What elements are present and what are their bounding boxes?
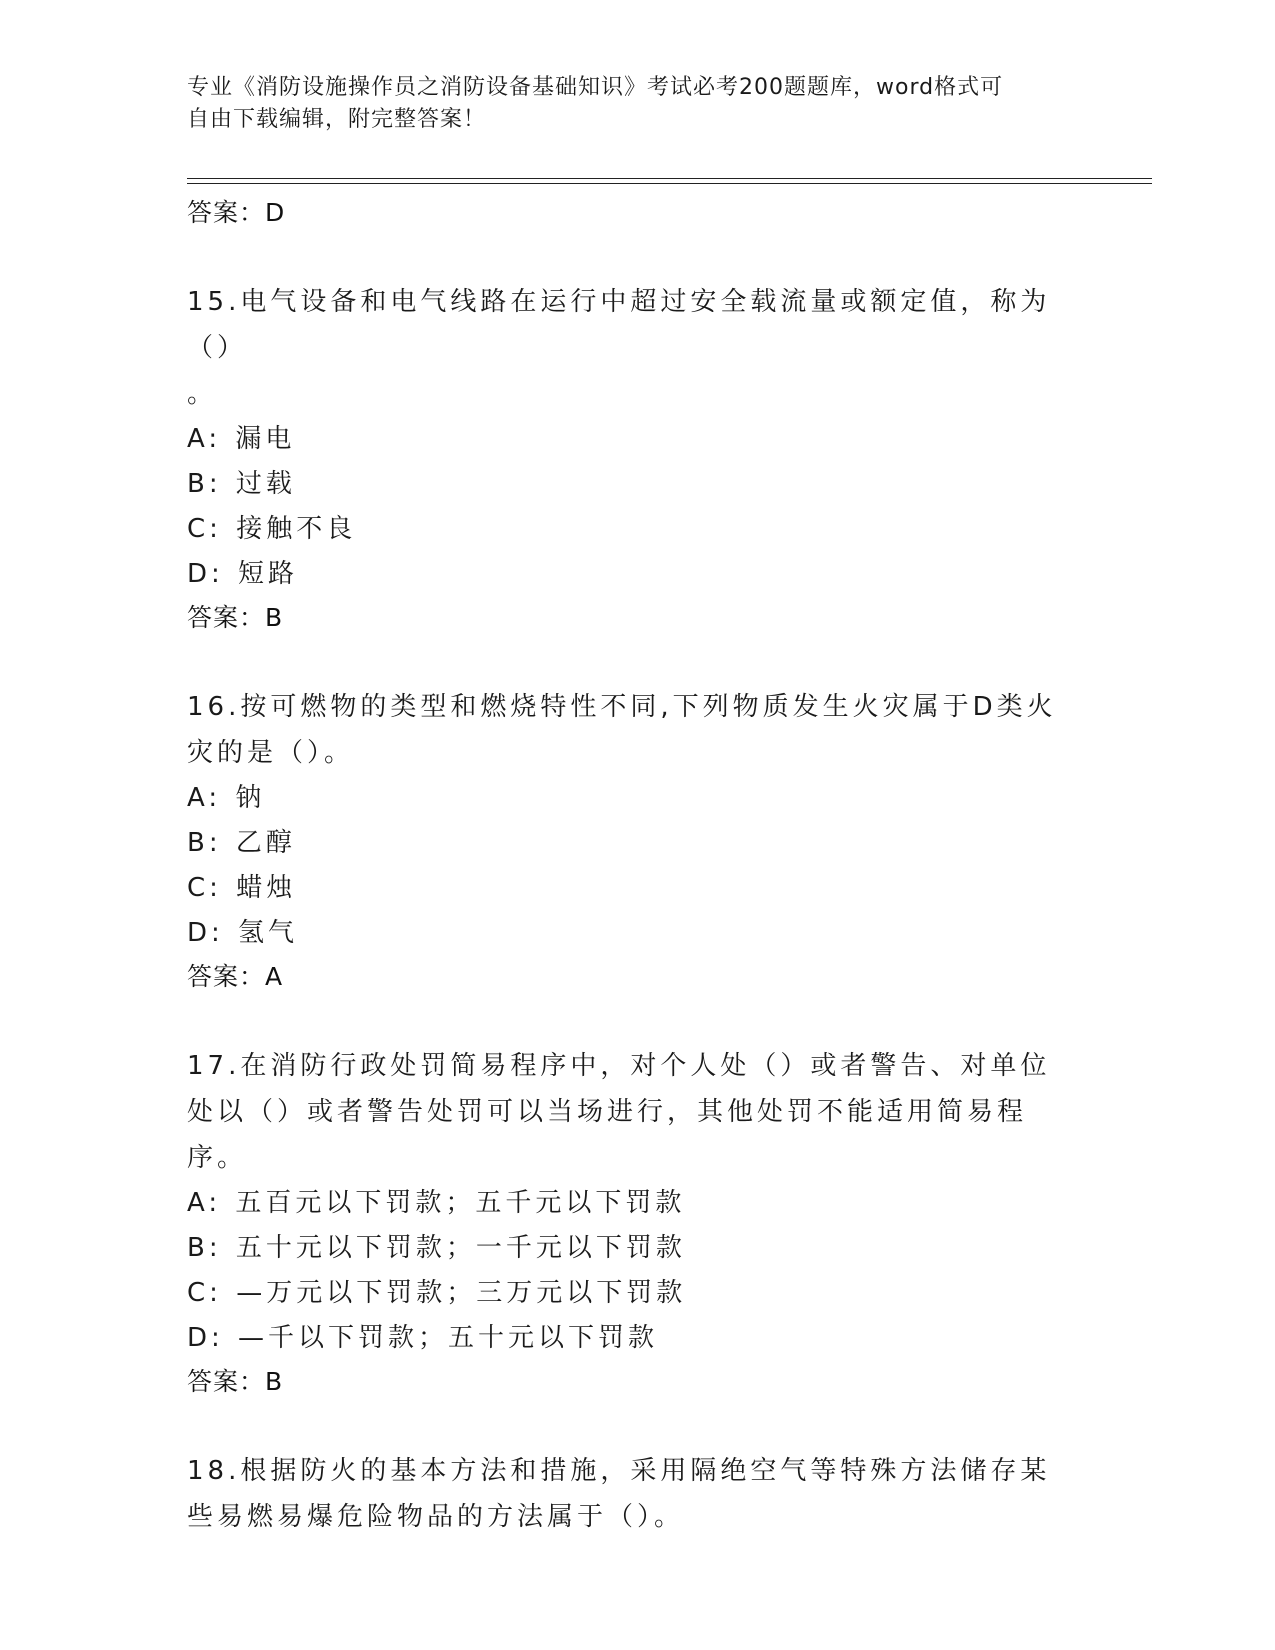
option-text: 过载 [235,469,296,499]
option-key: C: [187,873,222,903]
option-text: 接触不良 [236,514,357,544]
option-text: 氢气 [238,918,299,948]
question-text: 18.根据防火的基本方法和措施，采用隔绝空气等特殊方法储存某些易燃易爆危险物品的方法属于（）。 [187,1456,1051,1532]
option-key: C: [187,514,222,544]
option-b [187,821,1087,866]
option-key: B: [187,469,222,499]
header-divider-bottom [187,183,1152,184]
option-key: B: [187,1233,222,1263]
option-key: A: [187,783,222,813]
option-a [187,776,1087,821]
option-key: A: [187,424,222,454]
option-key: D: [187,559,224,589]
option-d [187,552,1087,597]
answer-line: 答案：A [187,962,284,991]
option-c [187,507,1087,552]
question-15 [187,279,1087,639]
question-18 [187,1448,1087,1540]
option-text: 五百元以下罚款；五千元以下罚款 [235,1188,686,1218]
header-line-2: 自由下载编辑，附完整答案！ [187,107,487,132]
option-text: 乙醇 [235,828,296,858]
option-key: C: [187,1278,222,1308]
answer-line: 答案：D [187,198,286,227]
option-d [187,911,1087,956]
question-text: 15.电气设备和电气线路在运行中超过安全载流量或额定值，称为（） [187,287,1051,363]
option-key: D: [187,1323,224,1353]
option-text: 短路 [238,559,299,589]
option-d [187,1316,1087,1361]
header-line-1: 专业《消防设施操作员之消防设备基础知识》考试必考200题题库，word格式可 [187,75,1004,100]
question-17 [187,1043,1087,1403]
option-b [187,462,1087,507]
option-c [187,1271,1087,1316]
option-text: 蜡烛 [236,873,297,903]
document-header [187,72,1067,136]
option-key: D: [187,918,224,948]
option-text: 钠 [235,783,266,813]
question-text: 17.在消防行政处罚简易程序中，对个人处（）或者警告、对单位处以（）或者警告处罚可以当场进行，其他处罚不能适用简易程序。 [187,1051,1051,1173]
question-list [187,192,1087,1540]
option-text: —千以下罚款；五十元以下罚款 [238,1323,659,1353]
header-divider-top [187,178,1152,179]
option-key: A: [187,1188,222,1218]
question-text: 16.按可燃物的类型和燃烧特性不同,下列物质发生火灾属于D类火灾的是（）。 [187,692,1057,768]
answer-line: 答案：B [187,1367,284,1396]
option-key: B: [187,828,222,858]
option-text: 漏电 [235,424,296,454]
option-c [187,866,1087,911]
option-b [187,1226,1087,1271]
option-text: —万元以下罚款；三万元以下罚款 [236,1278,687,1308]
question-16 [187,684,1087,998]
option-a [187,417,1087,462]
question-text-tail: 。 [187,379,218,409]
option-a [187,1181,1087,1226]
answer-line: 答案：B [187,603,284,632]
option-text: 五十元以下罚款；一千元以下罚款 [235,1233,686,1263]
